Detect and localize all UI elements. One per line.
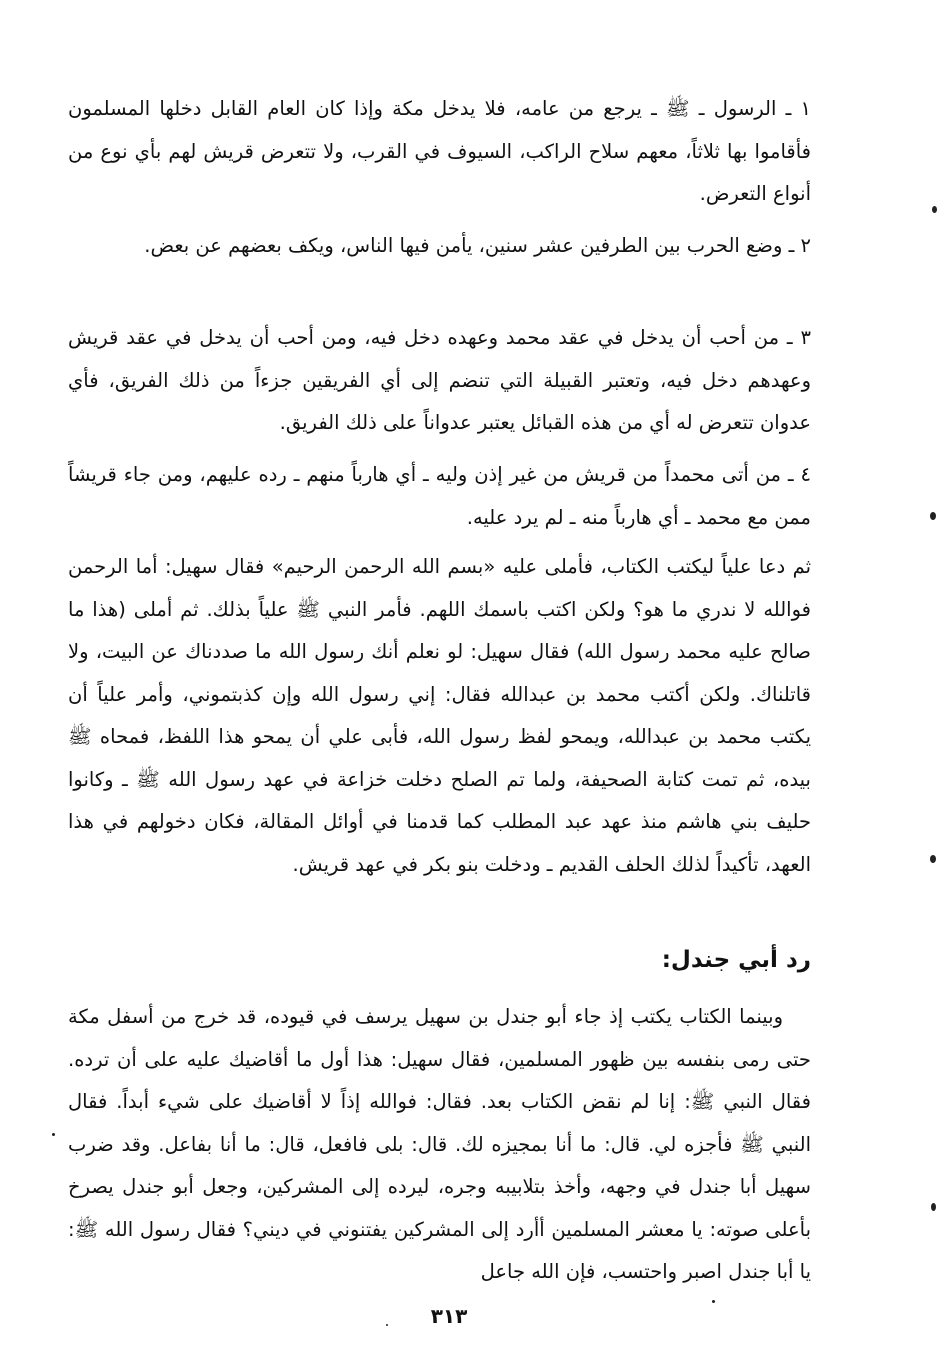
clause-3-paragraph [68, 317, 811, 445]
paragraph-text: ٤ ـ من أتى محمداً من قريش من غير إذن وليه ـ أي هارباً منهم ـ رده عليهم، ومن جاء قريشاً ممن مع محمد ـ أي هارباً منه ـ لم يرد عليه. [68, 463, 811, 529]
clause-2-paragraph [68, 225, 811, 268]
scan-speck [712, 1300, 715, 1303]
paragraph-text: وبينما الكتاب يكتب إذ جاء أبو جندل بن سهيل يرسف في قيوده، قد خرج من أسفل مكة حتى رمى بنفسه بين ظهور المسلمين، فقال سهيل: هذا أول ما أقاضيك عليه على أن ترده. فقال النبي ﷺ: إنا لم نقض الكتاب بعد. فقال: فوالله إذاً لا أقاضيك على شيء أبداً. فقال النبي ﷺ فأجزه لي. قال: ما أنا بمجيزه لك. قال: بلى فافعل، قال: ما أنا بفاعل. وقد ضرب سهيل أبا جندل في وجهه، وأخذ بتلابيبه وجره، ليرده إلى المشركين، وجعل أبو جندل يصرخ بأعلى صوته: يا معشر المسلمين أأرد إلى المشركين يفتنوني في ديني؟ فقال رسول الله ﷺ: يا أبا جندل اصبر واحتسب، فإن الله جاعل [68, 1005, 811, 1283]
abu-jandal-paragraph [68, 996, 811, 1294]
scan-speck [52, 1133, 55, 1136]
paragraph-text: ٣ ـ من أحب أن يدخل في عقد محمد وعهده دخل فيه، ومن أحب أن يدخل في عقد قريش وعهدهم دخل فيه، وتعتبر القبيلة التي تنضم إلى أي الفريقين جزءاً من ذلك الفريق، فأي عدوان تتعرض له أي من هذه القبائل يعتبر عدواناً على ذلك الفريق. [68, 326, 811, 434]
paragraph-text: ثم دعا علياً ليكتب الكتاب، فأملى عليه «بسم الله الرحمن الرحيم» فقال سهيل: أما الرحمن فوالله لا ندري ما هو؟ ولكن اكتب باسمك اللهم. فأمر النبي ﷺ علياً بذلك. ثم أملى (هذا ما صالح عليه محمد رسول الله) فقال سهيل: لو نعلم أنك رسول الله ما صددناك عن البيت، ولا قاتلناك. ولكن أكتب محمد بن عبدالله فقال: إني رسول الله وإن كذبتموني، وأمر علياً أن يكتب محمد بن عبدالله، ويمحو لفظ رسول الله، فأبى علي أن يمحو هذا اللفظ، فمحاه ﷺ بيده، ثم تمت كتابة الصحيفة، ولما تم الصلح دخلت خزاعة في عهد رسول الله ﷺ ـ وكانوا حليف بني هاشم منذ عهد عبد المطلب كما قدمنا في أوائل المقالة، فكان دخولهم في هذا العهد، تأكيداً لذلك الحلف القديم ـ ودخلت بنو بكر في عهد قريش. [68, 555, 811, 876]
scan-speck [932, 206, 937, 213]
scan-speck [930, 855, 936, 863]
clause-4-paragraph [68, 454, 811, 539]
paragraph-text: ٢ ـ وضع الحرب بين الطرفين عشر سنين، يأمن فيها الناس، ويكف بعضهم عن بعض. [144, 234, 811, 257]
page-number: ٣١٣ [430, 1304, 468, 1328]
treaty-writing-paragraph [68, 546, 811, 886]
paragraph-text: ١ ـ الرسول ـ ﷺ ـ يرجع من عامه، فلا يدخل مكة وإذا كان العام القابل دخلها المسلمون فأقاموا بها ثلاثاً، معهم سلاح الراكب، السيوف في القرب، ولا تتعرض قريش لهم بأي نوع من أنواع التعرض. [68, 97, 811, 205]
scan-speck [931, 1203, 936, 1211]
section-heading: رد أبي جندل: [661, 947, 811, 973]
clause-1-paragraph [68, 88, 811, 216]
scan-speck [930, 512, 936, 520]
scan-speck [386, 1324, 388, 1326]
